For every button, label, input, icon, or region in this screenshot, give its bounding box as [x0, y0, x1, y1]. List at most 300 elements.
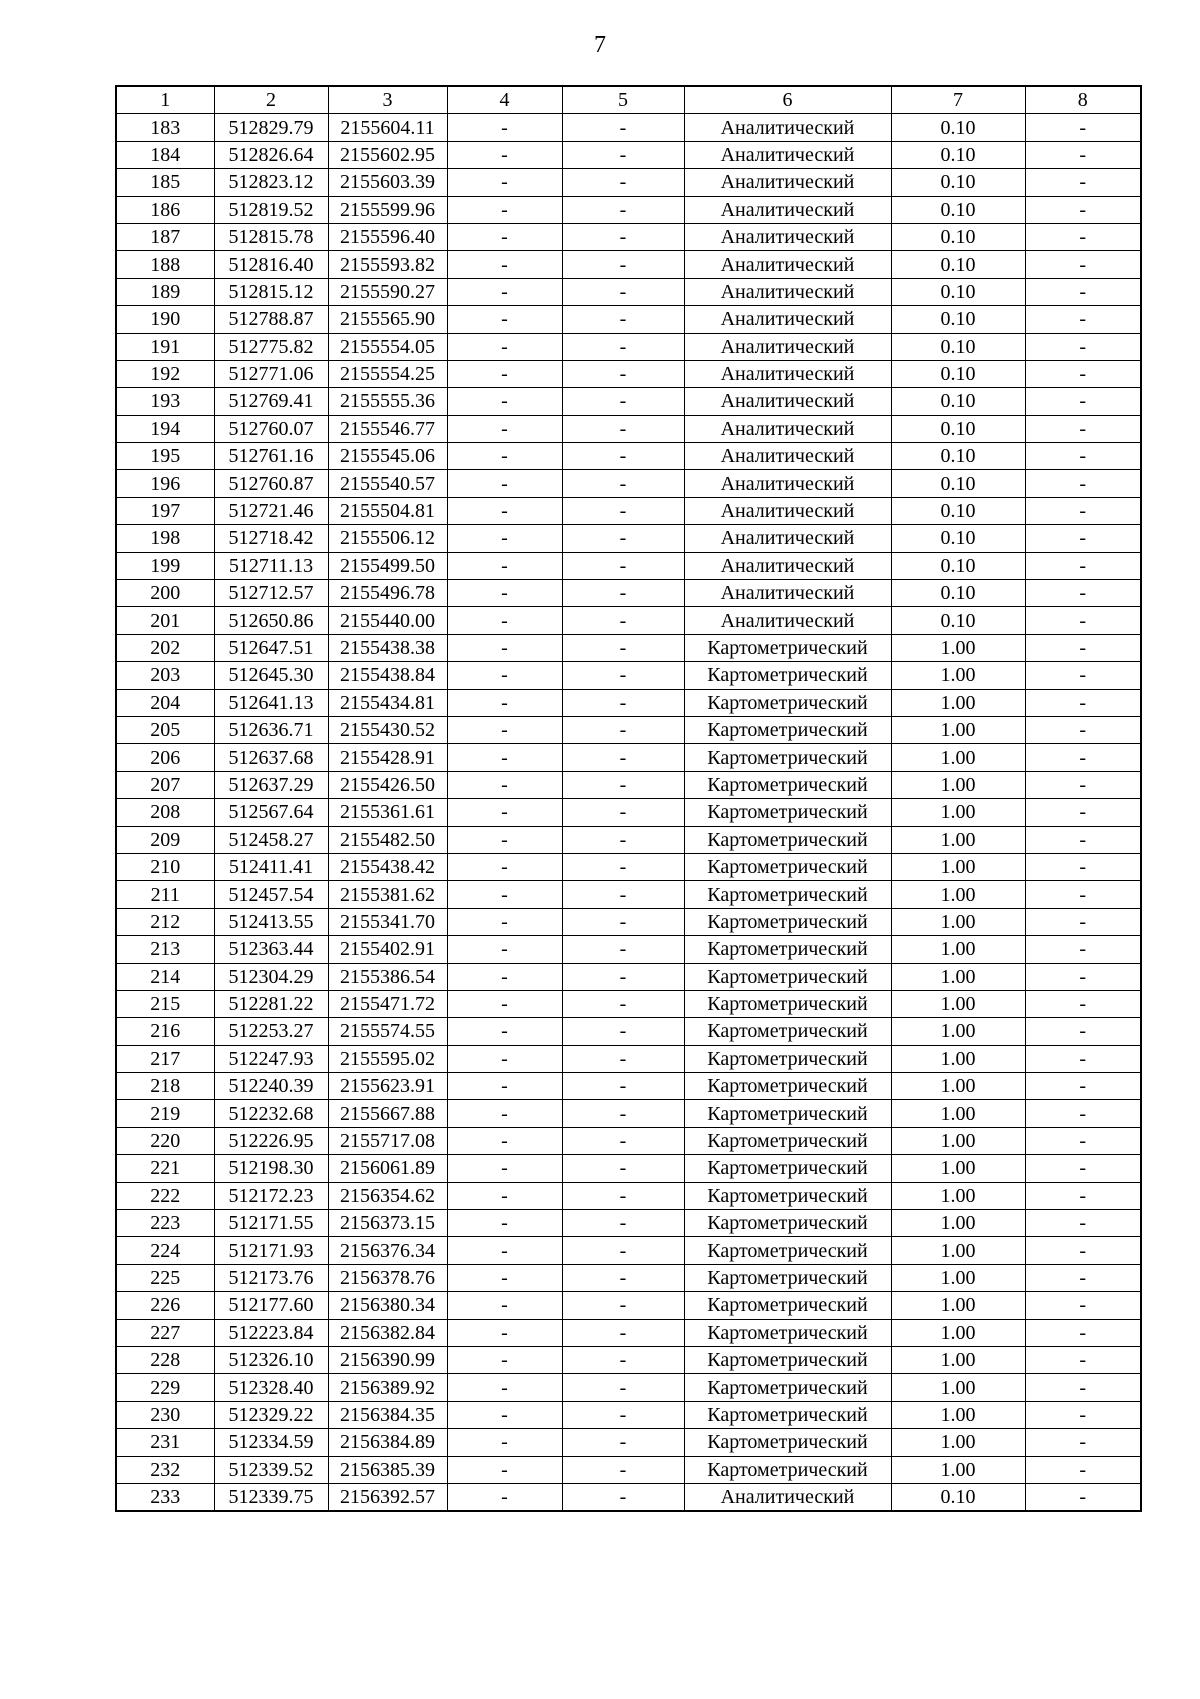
x-coordinate-cell: 512760.87 [214, 470, 328, 497]
method-cell: Аналитический [684, 525, 891, 552]
column-4-cell: - [447, 580, 562, 607]
method-cell: Аналитический [684, 251, 891, 278]
column-4-cell: - [447, 662, 562, 689]
table-body [116, 114, 1141, 1511]
method-cell: Картометрический [684, 1210, 891, 1237]
table-row [116, 114, 1141, 141]
column-5-cell: - [562, 443, 684, 470]
column-5-cell: - [562, 908, 684, 935]
y-coordinate-cell: 2155602.95 [328, 141, 447, 168]
point-number-cell: 208 [116, 799, 214, 826]
accuracy-cell: 1.00 [891, 1264, 1025, 1291]
table-row [116, 470, 1141, 497]
point-number-cell: 214 [116, 963, 214, 990]
column-5-cell: - [562, 196, 684, 223]
table-header-row [116, 86, 1141, 114]
accuracy-cell: 0.10 [891, 141, 1025, 168]
column-4-cell: - [447, 881, 562, 908]
y-coordinate-cell: 2155574.55 [328, 1018, 447, 1045]
x-coordinate-cell: 512177.60 [214, 1292, 328, 1319]
column-8-cell: - [1025, 662, 1141, 689]
method-cell: Аналитический [684, 580, 891, 607]
column-4-cell: - [447, 497, 562, 524]
x-coordinate-cell: 512637.29 [214, 771, 328, 798]
y-coordinate-cell: 2155496.78 [328, 580, 447, 607]
method-cell: Аналитический [684, 114, 891, 141]
column-5-cell: - [562, 799, 684, 826]
x-coordinate-cell: 512718.42 [214, 525, 328, 552]
method-cell: Картометрический [684, 662, 891, 689]
column-5-cell: - [562, 223, 684, 250]
method-cell: Картометрический [684, 689, 891, 716]
x-coordinate-cell: 512816.40 [214, 251, 328, 278]
point-number-cell: 232 [116, 1456, 214, 1483]
column-5-cell: - [562, 1100, 684, 1127]
x-coordinate-cell: 512198.30 [214, 1155, 328, 1182]
column-5-cell: - [562, 1127, 684, 1154]
column-5-cell: - [562, 141, 684, 168]
x-coordinate-cell: 512641.13 [214, 689, 328, 716]
column-8-cell: - [1025, 936, 1141, 963]
x-coordinate-cell: 512712.57 [214, 580, 328, 607]
column-8-cell: - [1025, 1182, 1141, 1209]
point-number-cell: 210 [116, 853, 214, 880]
table-row [116, 169, 1141, 196]
x-coordinate-cell: 512829.79 [214, 114, 328, 141]
y-coordinate-cell: 2156378.76 [328, 1264, 447, 1291]
column-8-cell: - [1025, 1100, 1141, 1127]
column-5-cell: - [562, 744, 684, 771]
column-8-cell: - [1025, 415, 1141, 442]
x-coordinate-cell: 512232.68 [214, 1100, 328, 1127]
column-5-cell: - [562, 1292, 684, 1319]
column-8-cell: - [1025, 1045, 1141, 1072]
table-row [116, 1264, 1141, 1291]
page-number: 7 [594, 32, 606, 58]
column-8-cell: - [1025, 1319, 1141, 1346]
method-cell: Аналитический [684, 141, 891, 168]
column-8-cell: - [1025, 251, 1141, 278]
column-5-cell: - [562, 306, 684, 333]
table-row [116, 853, 1141, 880]
column-4-cell: - [447, 251, 562, 278]
method-cell: Картометрический [684, 881, 891, 908]
column-8-cell: - [1025, 1237, 1141, 1264]
point-number-cell: 220 [116, 1127, 214, 1154]
y-coordinate-cell: 2155341.70 [328, 908, 447, 935]
column-4-cell: - [447, 1182, 562, 1209]
method-cell: Картометрический [684, 744, 891, 771]
x-coordinate-cell: 512329.22 [214, 1401, 328, 1428]
point-number-cell: 217 [116, 1045, 214, 1072]
accuracy-cell: 1.00 [891, 1429, 1025, 1456]
column-4-cell: - [447, 1237, 562, 1264]
column-4-cell: - [447, 826, 562, 853]
column-4-cell: - [447, 552, 562, 579]
y-coordinate-cell: 2155471.72 [328, 990, 447, 1017]
x-coordinate-cell: 512775.82 [214, 333, 328, 360]
x-coordinate-cell: 512413.55 [214, 908, 328, 935]
y-coordinate-cell: 2156380.34 [328, 1292, 447, 1319]
column-8-cell: - [1025, 552, 1141, 579]
accuracy-cell: 0.10 [891, 497, 1025, 524]
point-number-cell: 225 [116, 1264, 214, 1291]
table-row [116, 251, 1141, 278]
accuracy-cell: 1.00 [891, 1073, 1025, 1100]
point-number-cell: 200 [116, 580, 214, 607]
column-4-cell: - [447, 1346, 562, 1373]
y-coordinate-cell: 2155604.11 [328, 114, 447, 141]
column-8-cell: - [1025, 114, 1141, 141]
x-coordinate-cell: 512457.54 [214, 881, 328, 908]
y-coordinate-cell: 2155667.88 [328, 1100, 447, 1127]
column-4-cell: - [447, 1483, 562, 1511]
table-row [116, 1127, 1141, 1154]
table-row [116, 1100, 1141, 1127]
table-row [116, 908, 1141, 935]
accuracy-cell: 1.00 [891, 1237, 1025, 1264]
x-coordinate-cell: 512650.86 [214, 607, 328, 634]
method-cell: Картометрический [684, 963, 891, 990]
point-number-cell: 209 [116, 826, 214, 853]
column-4-cell: - [447, 1018, 562, 1045]
accuracy-cell: 1.00 [891, 799, 1025, 826]
point-number-cell: 190 [116, 306, 214, 333]
column-5-cell: - [562, 360, 684, 387]
accuracy-cell: 0.10 [891, 415, 1025, 442]
point-number-cell: 188 [116, 251, 214, 278]
method-cell: Картометрический [684, 1127, 891, 1154]
accuracy-cell: 0.10 [891, 443, 1025, 470]
point-number-cell: 222 [116, 1182, 214, 1209]
accuracy-cell: 1.00 [891, 771, 1025, 798]
method-cell: Аналитический [684, 1483, 891, 1511]
y-coordinate-cell: 2155506.12 [328, 525, 447, 552]
x-coordinate-cell: 512636.71 [214, 716, 328, 743]
accuracy-cell: 1.00 [891, 853, 1025, 880]
column-8-cell: - [1025, 826, 1141, 853]
accuracy-cell: 0.10 [891, 114, 1025, 141]
column-5-cell: - [562, 1045, 684, 1072]
accuracy-cell: 1.00 [891, 1292, 1025, 1319]
point-number-cell: 203 [116, 662, 214, 689]
column-8-cell: - [1025, 1292, 1141, 1319]
column-4-cell: - [447, 634, 562, 661]
point-number-cell: 184 [116, 141, 214, 168]
column-4-cell: - [447, 1264, 562, 1291]
y-coordinate-cell: 2155540.57 [328, 470, 447, 497]
x-coordinate-cell: 512826.64 [214, 141, 328, 168]
column-4-cell: - [447, 744, 562, 771]
column-5-cell: - [562, 936, 684, 963]
column-5-cell: - [562, 1018, 684, 1045]
accuracy-cell: 0.10 [891, 169, 1025, 196]
y-coordinate-cell: 2156382.84 [328, 1319, 447, 1346]
column-8-cell: - [1025, 1429, 1141, 1456]
column-header: 4 [447, 86, 562, 114]
point-number-cell: 193 [116, 388, 214, 415]
column-4-cell: - [447, 415, 562, 442]
column-4-cell: - [447, 1374, 562, 1401]
column-8-cell: - [1025, 470, 1141, 497]
x-coordinate-cell: 512458.27 [214, 826, 328, 853]
point-number-cell: 197 [116, 497, 214, 524]
y-coordinate-cell: 2156384.89 [328, 1429, 447, 1456]
x-coordinate-cell: 512240.39 [214, 1073, 328, 1100]
y-coordinate-cell: 2156354.62 [328, 1182, 447, 1209]
accuracy-cell: 1.00 [891, 1127, 1025, 1154]
table-row [116, 607, 1141, 634]
column-4-cell: - [447, 1127, 562, 1154]
y-coordinate-cell: 2156061.89 [328, 1155, 447, 1182]
method-cell: Аналитический [684, 388, 891, 415]
column-4-cell: - [447, 1456, 562, 1483]
column-4-cell: - [447, 963, 562, 990]
accuracy-cell: 1.00 [891, 826, 1025, 853]
accuracy-cell: 1.00 [891, 1210, 1025, 1237]
y-coordinate-cell: 2155593.82 [328, 251, 447, 278]
x-coordinate-cell: 512173.76 [214, 1264, 328, 1291]
column-5-cell: - [562, 278, 684, 305]
method-cell: Картометрический [684, 634, 891, 661]
y-coordinate-cell: 2155386.54 [328, 963, 447, 990]
x-coordinate-cell: 512171.93 [214, 1237, 328, 1264]
accuracy-cell: 1.00 [891, 1346, 1025, 1373]
column-4-cell: - [447, 525, 562, 552]
y-coordinate-cell: 2155717.08 [328, 1127, 447, 1154]
column-8-cell: - [1025, 525, 1141, 552]
table-row [116, 1073, 1141, 1100]
table-row [116, 278, 1141, 305]
column-5-cell: - [562, 634, 684, 661]
y-coordinate-cell: 2155590.27 [328, 278, 447, 305]
y-coordinate-cell: 2155554.05 [328, 333, 447, 360]
y-coordinate-cell: 2155546.77 [328, 415, 447, 442]
column-5-cell: - [562, 1264, 684, 1291]
y-coordinate-cell: 2155499.50 [328, 552, 447, 579]
method-cell: Картометрический [684, 1319, 891, 1346]
table-row [116, 333, 1141, 360]
column-5-cell: - [562, 580, 684, 607]
accuracy-cell: 0.10 [891, 360, 1025, 387]
y-coordinate-cell: 2156384.35 [328, 1401, 447, 1428]
table-row [116, 497, 1141, 524]
point-number-cell: 185 [116, 169, 214, 196]
column-5-cell: - [562, 1073, 684, 1100]
x-coordinate-cell: 512328.40 [214, 1374, 328, 1401]
point-number-cell: 199 [116, 552, 214, 579]
point-number-cell: 201 [116, 607, 214, 634]
column-8-cell: - [1025, 223, 1141, 250]
method-cell: Картометрический [684, 771, 891, 798]
method-cell: Аналитический [684, 196, 891, 223]
point-number-cell: 218 [116, 1073, 214, 1100]
point-number-cell: 211 [116, 881, 214, 908]
y-coordinate-cell: 2155381.62 [328, 881, 447, 908]
column-4-cell: - [447, 169, 562, 196]
column-5-cell: - [562, 881, 684, 908]
column-8-cell: - [1025, 634, 1141, 661]
method-cell: Картометрический [684, 908, 891, 935]
method-cell: Аналитический [684, 333, 891, 360]
column-5-cell: - [562, 1456, 684, 1483]
table-row [116, 415, 1141, 442]
table-row [116, 634, 1141, 661]
column-5-cell: - [562, 251, 684, 278]
column-4-cell: - [447, 908, 562, 935]
x-coordinate-cell: 512171.55 [214, 1210, 328, 1237]
column-5-cell: - [562, 1237, 684, 1264]
column-5-cell: - [562, 1429, 684, 1456]
y-coordinate-cell: 2155434.81 [328, 689, 447, 716]
method-cell: Картометрический [684, 1237, 891, 1264]
point-number-cell: 206 [116, 744, 214, 771]
accuracy-cell: 1.00 [891, 936, 1025, 963]
accuracy-cell: 0.10 [891, 525, 1025, 552]
table-row [116, 443, 1141, 470]
x-coordinate-cell: 512226.95 [214, 1127, 328, 1154]
column-4-cell: - [447, 1045, 562, 1072]
column-5-cell: - [562, 963, 684, 990]
y-coordinate-cell: 2155438.38 [328, 634, 447, 661]
column-5-cell: - [562, 497, 684, 524]
accuracy-cell: 1.00 [891, 963, 1025, 990]
table-row [116, 552, 1141, 579]
column-4-cell: - [447, 716, 562, 743]
x-coordinate-cell: 512771.06 [214, 360, 328, 387]
accuracy-cell: 1.00 [891, 1456, 1025, 1483]
column-8-cell: - [1025, 1210, 1141, 1237]
y-coordinate-cell: 2155595.02 [328, 1045, 447, 1072]
table-row [116, 141, 1141, 168]
table-row [116, 771, 1141, 798]
table-row [116, 1456, 1141, 1483]
table-row [116, 1237, 1141, 1264]
column-5-cell: - [562, 853, 684, 880]
method-cell: Аналитический [684, 552, 891, 579]
x-coordinate-cell: 512339.52 [214, 1456, 328, 1483]
accuracy-cell: 1.00 [891, 1182, 1025, 1209]
x-coordinate-cell: 512761.16 [214, 443, 328, 470]
column-8-cell: - [1025, 1456, 1141, 1483]
method-cell: Аналитический [684, 360, 891, 387]
column-5-cell: - [562, 990, 684, 1017]
column-8-cell: - [1025, 963, 1141, 990]
column-4-cell: - [447, 141, 562, 168]
method-cell: Аналитический [684, 278, 891, 305]
column-8-cell: - [1025, 1264, 1141, 1291]
column-8-cell: - [1025, 853, 1141, 880]
column-4-cell: - [447, 936, 562, 963]
x-coordinate-cell: 512645.30 [214, 662, 328, 689]
point-number-cell: 207 [116, 771, 214, 798]
y-coordinate-cell: 2156389.92 [328, 1374, 447, 1401]
point-number-cell: 196 [116, 470, 214, 497]
point-number-cell: 216 [116, 1018, 214, 1045]
y-coordinate-cell: 2155430.52 [328, 716, 447, 743]
column-4-cell: - [447, 607, 562, 634]
column-8-cell: - [1025, 388, 1141, 415]
column-8-cell: - [1025, 497, 1141, 524]
accuracy-cell: 0.10 [891, 223, 1025, 250]
point-number-cell: 195 [116, 443, 214, 470]
point-number-cell: 194 [116, 415, 214, 442]
method-cell: Картометрический [684, 1155, 891, 1182]
y-coordinate-cell: 2155565.90 [328, 306, 447, 333]
column-4-cell: - [447, 1292, 562, 1319]
table-row [116, 1292, 1141, 1319]
method-cell: Аналитический [684, 169, 891, 196]
y-coordinate-cell: 2155623.91 [328, 1073, 447, 1100]
point-number-cell: 202 [116, 634, 214, 661]
table-row [116, 662, 1141, 689]
column-5-cell: - [562, 662, 684, 689]
accuracy-cell: 0.10 [891, 470, 1025, 497]
accuracy-cell: 1.00 [891, 716, 1025, 743]
column-header: 3 [328, 86, 447, 114]
point-number-cell: 229 [116, 1374, 214, 1401]
table-row [116, 990, 1141, 1017]
point-number-cell: 221 [116, 1155, 214, 1182]
column-8-cell: - [1025, 1483, 1141, 1511]
accuracy-cell: 1.00 [891, 1018, 1025, 1045]
point-number-cell: 205 [116, 716, 214, 743]
column-8-cell: - [1025, 1374, 1141, 1401]
y-coordinate-cell: 2156373.15 [328, 1210, 447, 1237]
table-row [116, 360, 1141, 387]
accuracy-cell: 0.10 [891, 251, 1025, 278]
column-5-cell: - [562, 1346, 684, 1373]
point-number-cell: 219 [116, 1100, 214, 1127]
x-coordinate-cell: 512334.59 [214, 1429, 328, 1456]
column-4-cell: - [447, 388, 562, 415]
method-cell: Картометрический [684, 936, 891, 963]
x-coordinate-cell: 512247.93 [214, 1045, 328, 1072]
table-row [116, 1045, 1141, 1072]
y-coordinate-cell: 2155438.84 [328, 662, 447, 689]
x-coordinate-cell: 512339.75 [214, 1483, 328, 1511]
column-8-cell: - [1025, 443, 1141, 470]
column-4-cell: - [447, 1401, 562, 1428]
column-8-cell: - [1025, 278, 1141, 305]
column-8-cell: - [1025, 141, 1141, 168]
column-5-cell: - [562, 1319, 684, 1346]
table-row [116, 881, 1141, 908]
point-number-cell: 224 [116, 1237, 214, 1264]
accuracy-cell: 1.00 [891, 662, 1025, 689]
table-row [116, 799, 1141, 826]
x-coordinate-cell: 512363.44 [214, 936, 328, 963]
column-4-cell: - [447, 689, 562, 716]
x-coordinate-cell: 512823.12 [214, 169, 328, 196]
point-number-cell: 223 [116, 1210, 214, 1237]
method-cell: Картометрический [684, 1018, 891, 1045]
column-4-cell: - [447, 360, 562, 387]
y-coordinate-cell: 2156376.34 [328, 1237, 447, 1264]
y-coordinate-cell: 2155554.25 [328, 360, 447, 387]
column-8-cell: - [1025, 908, 1141, 935]
table-row [116, 388, 1141, 415]
column-5-cell: - [562, 333, 684, 360]
column-8-cell: - [1025, 689, 1141, 716]
method-cell: Картометрический [684, 1073, 891, 1100]
method-cell: Картометрический [684, 990, 891, 1017]
column-8-cell: - [1025, 333, 1141, 360]
y-coordinate-cell: 2155504.81 [328, 497, 447, 524]
x-coordinate-cell: 512819.52 [214, 196, 328, 223]
column-4-cell: - [447, 306, 562, 333]
table-row [116, 1319, 1141, 1346]
